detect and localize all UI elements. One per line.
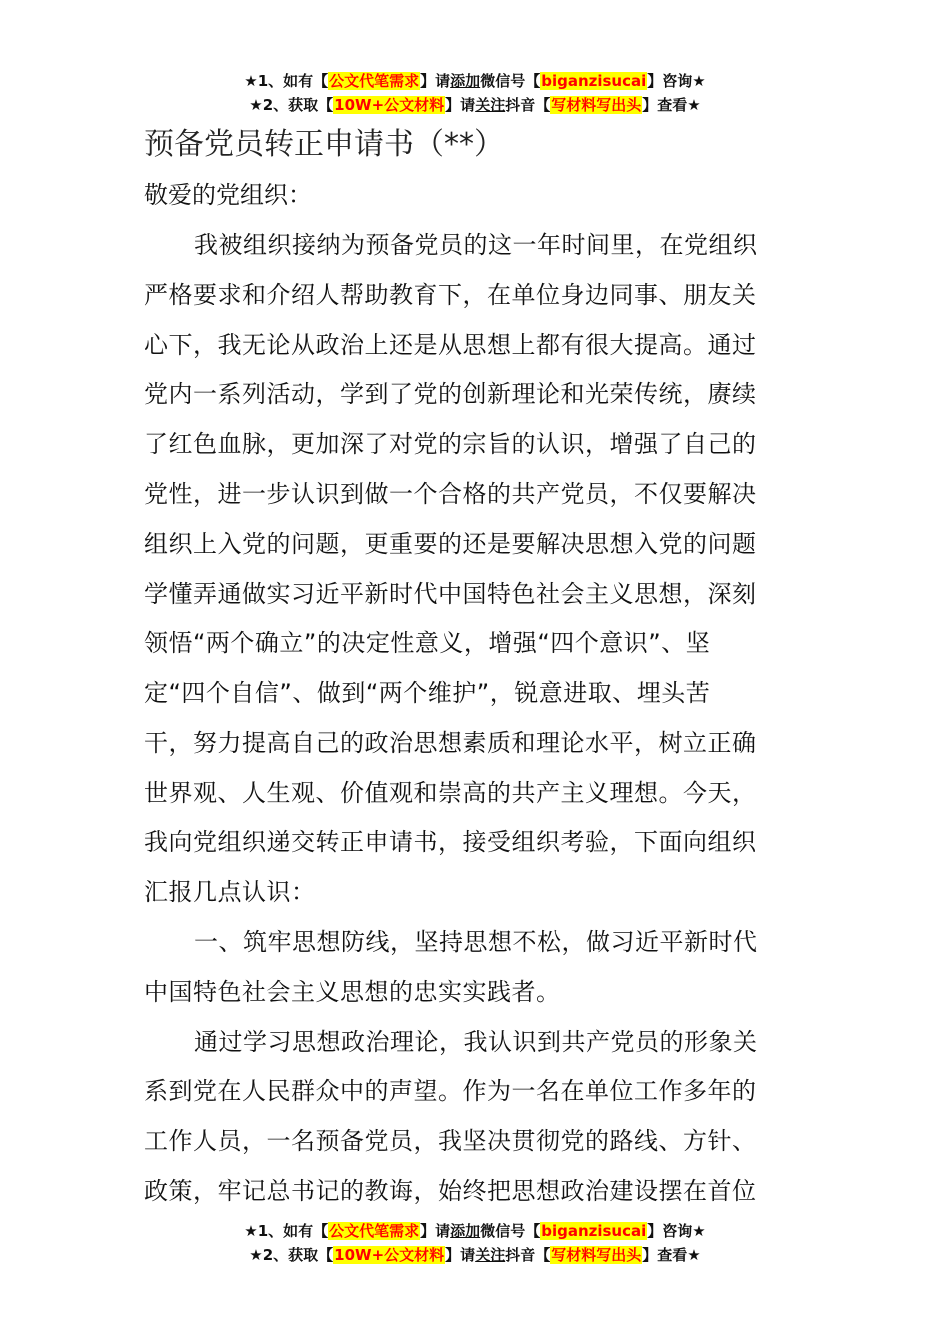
promo-text: 】咨询 xyxy=(647,72,693,90)
section-heading-line: 一、筑牢思想防线，坚持思想不松，做习近平新时代 xyxy=(194,928,758,956)
body-line: 心下，我无论从政治上还是从思想上都有很大提高。通过 xyxy=(144,331,757,359)
body-line: 我被组织接纳为预备党员的这一年时间里，在党组织 xyxy=(194,231,758,259)
highlight-service: 公文代笔需求 xyxy=(329,72,420,90)
highlight-service: 公文代笔需求 xyxy=(329,1222,420,1240)
underlined-follow: 关注 xyxy=(475,1246,506,1264)
promo-text: 抖音【 xyxy=(505,1246,551,1264)
document-title: 预备党员转正申请书（**） xyxy=(144,127,504,162)
highlight-wechat-id: biganzisucai xyxy=(541,1222,647,1240)
star-icon: ★ xyxy=(244,1222,258,1240)
body-line: 政策，牢记总书记的教诲，始终把思想政治建设摆在首位 xyxy=(144,1177,757,1205)
star-icon: ★ xyxy=(249,96,263,114)
star-icon: ★ xyxy=(692,72,706,90)
top-promo-banner xyxy=(0,69,950,117)
promo-text: 】请 xyxy=(420,1222,451,1240)
greeting: 敬爱的党组织： xyxy=(144,181,312,209)
underlined-follow: 关注 xyxy=(475,96,506,114)
star-icon: ★ xyxy=(244,72,258,90)
body-line: 干，努力提高自己的政治思想素质和理论水平，树立正确 xyxy=(144,729,757,757)
promo-text: 抖音【 xyxy=(505,96,551,114)
promo-line-1 xyxy=(0,69,950,93)
promo-line-1 xyxy=(0,1219,950,1243)
star-icon: ★ xyxy=(692,1222,706,1240)
body-line: 学懂弄通做实习近平新时代中国特色社会主义思想，深刻 xyxy=(144,580,757,608)
promo-text: 】请 xyxy=(420,72,451,90)
body-line: 党性，进一步认识到做一个合格的共产党员，不仅要解决 xyxy=(144,480,757,508)
body-line: 汇报几点认识： xyxy=(144,878,316,906)
highlight-douyin: 写材料写出头 xyxy=(551,96,642,114)
promo-text: 1、如有【 xyxy=(257,72,329,90)
promo-line-2 xyxy=(0,93,950,117)
body-line: 定“四个自信”、做到“两个维护”，锐意进取、埋头苦 xyxy=(144,679,711,707)
promo-text: 】查看 xyxy=(642,1246,688,1264)
promo-text: 】请 xyxy=(445,1246,476,1264)
bottom-promo-banner xyxy=(0,1219,950,1267)
promo-text: 2、获取【 xyxy=(262,96,334,114)
body-line: 党内一系列活动，学到了党的创新理论和光荣传统，赓续 xyxy=(144,380,757,408)
body-line: 我向党组织递交转正申请书，接受组织考验，下面向组织 xyxy=(144,828,757,856)
highlight-materials: 10W+公文材料 xyxy=(334,1246,445,1264)
promo-text: 1、如有【 xyxy=(257,1222,329,1240)
promo-text: 2、获取【 xyxy=(262,1246,334,1264)
body-line: 工作人员，一名预备党员，我坚决贯彻党的路线、方针、 xyxy=(144,1127,757,1155)
highlight-wechat-id: biganzisucai xyxy=(541,72,647,90)
body-line: 系到党在人民群众中的声望。作为一名在单位工作多年的 xyxy=(144,1077,757,1105)
star-icon: ★ xyxy=(687,96,701,114)
promo-text: 微信号【 xyxy=(480,1222,541,1240)
body-line: 组织上入党的问题，更重要的还是要解决思想入党的问题 xyxy=(144,530,757,558)
underlined-add: 添加 xyxy=(450,1222,481,1240)
promo-text: 】查看 xyxy=(642,96,688,114)
body-line: 严格要求和介绍人帮助教育下，在单位身边同事、朋友关 xyxy=(144,281,757,309)
promo-text: 】请 xyxy=(445,96,476,114)
star-icon: ★ xyxy=(687,1246,701,1264)
star-icon: ★ xyxy=(249,1246,263,1264)
promo-text: 微信号【 xyxy=(480,72,541,90)
body-line: 了红色血脉，更加深了对党的宗旨的认识，增强了自己的 xyxy=(144,430,757,458)
highlight-materials: 10W+公文材料 xyxy=(334,96,445,114)
promo-text: 】咨询 xyxy=(647,1222,693,1240)
promo-line-2 xyxy=(0,1243,950,1267)
underlined-add: 添加 xyxy=(450,72,481,90)
body-line: 世界观、人生观、价值观和崇高的共产主义理想。今天， xyxy=(144,779,757,807)
body-line: 通过学习思想政治理论，我认识到共产党员的形象关 xyxy=(194,1028,758,1056)
highlight-douyin: 写材料写出头 xyxy=(551,1246,642,1264)
section-heading-line: 中国特色社会主义思想的忠实实践者。 xyxy=(144,978,561,1006)
body-line: 领悟“两个确立”的决定性意义，增强“四个意识”、坚 xyxy=(144,629,711,657)
